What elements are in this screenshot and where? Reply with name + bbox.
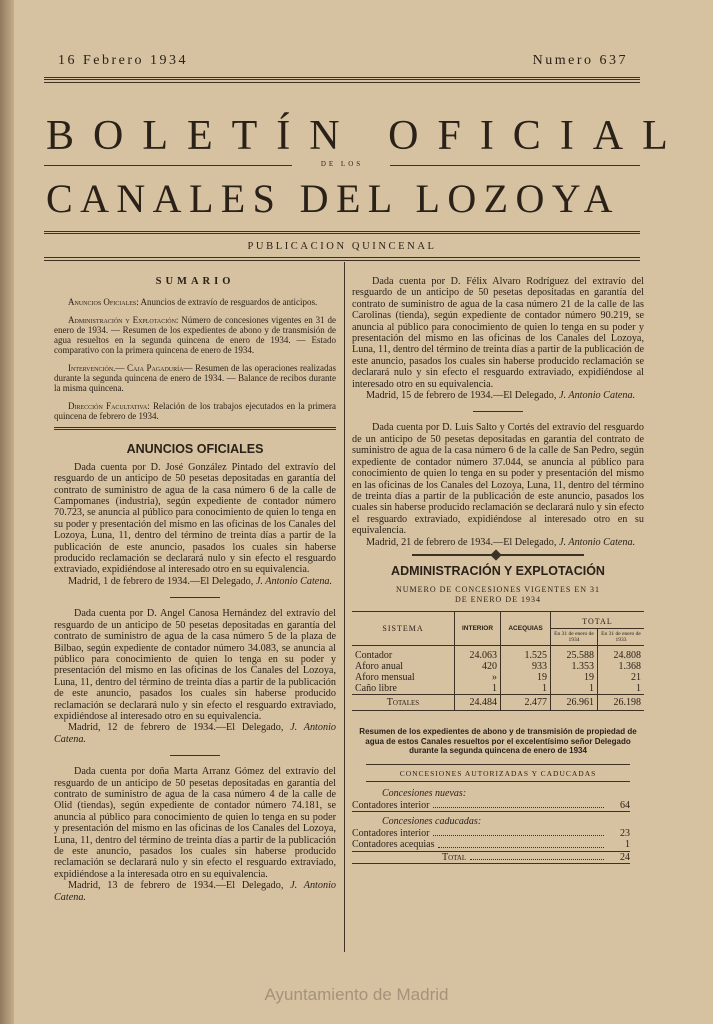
- cell-total-1933: 1.368: [618, 660, 641, 672]
- header-rule: [44, 77, 640, 80]
- notice-entry: [352, 422, 644, 547]
- concesiones-title: CONCESIONES AUTORIZADAS Y CADUCADAS: [366, 764, 630, 782]
- cell-total-1934: 1: [551, 683, 598, 695]
- notice-signature: Madrid, 1 de febrero de 1934.—El Delegado, J. Antonio Catena.: [68, 575, 333, 587]
- cell-interior: 24.063: [455, 645, 501, 661]
- section-rule: [54, 427, 336, 430]
- notice-entry: [54, 608, 336, 745]
- concesiones-list: [352, 788, 630, 864]
- divider: [390, 165, 640, 166]
- cell-total-1934: 25.588: [551, 645, 598, 661]
- masthead-title: BOLETÍN OFICIAL: [46, 113, 687, 159]
- sumario-item: Dirección Facultativa: Relación de los trabajos ejecutados en la primera quincena de febrero de 1934.: [54, 401, 337, 422]
- cell-interior: »: [455, 672, 501, 683]
- cell-total-1934: 19: [551, 672, 598, 683]
- masthead-rule: [44, 257, 640, 258]
- masthead-rule: [44, 231, 640, 234]
- notice-signature: Madrid, 12 de febrero de 1934.—El Delegado, J. Antonio Catena.: [54, 722, 337, 745]
- masthead-de-los: DE LOS: [320, 160, 364, 168]
- cell-interior: 420: [455, 661, 501, 672]
- row-label: Caño libre: [352, 683, 455, 695]
- col-header-acequias: ACEQUIAS: [501, 612, 551, 645]
- cell-total-1933: 24.808: [613, 649, 641, 661]
- masthead-rule: [44, 260, 640, 261]
- anuncios-title: ANUNCIOS OFICIALES: [126, 442, 264, 457]
- notice-signature: Madrid, 15 de febrero de 1934.—El Delegado, J. Antonio Catena.: [366, 390, 636, 402]
- list-item: Contadores interior 64: [352, 799, 630, 811]
- right-column: [352, 276, 644, 864]
- notice-text: Dada cuenta por D. José González Pintado del extravío del resguardo de un anticipo de 50 pesetas depositadas en garantía del contrato de suministro de agua de la casa número 6 de la calle de Campomanes (industria), según expediente de contador número 70.723, se anuncia al público para conocimiento de quien lo tenga en su poder y presentación del mismo en las oficinas de los Canales del Lozoya, Luna, 11, dentro del término de treinta días a partir de la publicación de este anuncio, pasados los cuales sin haberse producido reclamación se declarará nulo y sin efecto el resguardo extraviado, expidiéndose al interesado otro en su equivalencia.: [54, 461, 336, 576]
- col-header-total: TOTAL: [582, 617, 613, 627]
- divider: [170, 755, 220, 756]
- publication-frequency: PUBLICACION QUINCENAL: [247, 241, 437, 252]
- cell-total-1933: 21: [631, 671, 641, 683]
- caducadas-label: Concesiones caducadas:: [382, 816, 482, 828]
- cell-interior: 1: [455, 683, 501, 695]
- cell-total-1934: 1.353: [551, 661, 598, 672]
- watermark: Ayuntamiento de Madrid: [264, 985, 449, 1004]
- col-header-interior: INTERIOR: [455, 612, 501, 645]
- issue-date: 16 Febrero 1934: [58, 53, 189, 68]
- totals-1933: 26.198: [613, 696, 641, 708]
- cell-total-1933: 1: [636, 682, 641, 694]
- notice-entry: [352, 276, 644, 401]
- notice-text: Dada cuenta por D. Angel Canosa Hernández del extravío del resguardo de un anticipo de 50 pesetas depositadas en garantía del contrato de suministro de agua de la casa número 5 de la plaza de Bilbao, según expediente de contador número 34.083, se anuncia al público para conocimiento de quien lo tenga en su poder y presentación del mismo en las oficinas de los Canales del Lozoya, Luna, 11, dentro del término de treinta días a partir de la publicación de este anuncio, pasados los cuales sin haberse producido reclamación se declarará nulo y sin efecto el resguardo extraviado, expidiéndose al interesado otro en su equivalencia.: [54, 608, 336, 722]
- totals-acequias: 2.477: [501, 694, 551, 710]
- notice-entry: [54, 462, 336, 587]
- ornament-rule: [352, 550, 644, 560]
- sumario-item: Anuncios Oficiales: Anuncios de extravío de resguardos de anticipos.: [68, 297, 318, 308]
- row-label: Aforo mensual: [352, 672, 455, 683]
- row-label: Aforo anual: [352, 661, 455, 672]
- header-rule: [44, 82, 640, 83]
- col-header-1934: En 31 de enero de 1934: [551, 628, 598, 645]
- page-binding-edge: [0, 0, 14, 1024]
- list-item: Contadores interior 23: [352, 827, 630, 839]
- left-column: [54, 276, 336, 903]
- notice-entry: [54, 766, 336, 903]
- table-row: [352, 672, 644, 683]
- list-item: Contadores acequias 1: [352, 839, 630, 851]
- table-row: [352, 683, 644, 695]
- concessions-table: [352, 611, 644, 711]
- masthead-subtitle: CANALES DEL LOZOYA: [46, 176, 620, 221]
- notice-text: Dada cuenta por D. Félix Alvaro Rodríguez del extravío del resguardo de un anticipo de 50 pesetas depositadas en garantía del contrato de suministro de agua de la casa número 21 de la calle de las Carolinas (tienda), según expediente de contador número 90.219, se anuncia al público para conocimiento de quien lo tenga en su poder y presentación del mismo en las oficinas de los Canales del Lozoya, Luna, 11, dentro del término de treinta días a partir de la publicación de este anuncio, pasados los cuales sin haberse producido reclamación se declarará nulo y sin efecto el resguardo extraviado, expidiéndose al interesado otro en su equivalencia.: [352, 276, 644, 390]
- col-header-1933: En 31 de enero de 1933: [598, 628, 645, 645]
- sumario-title: SUMARIO: [155, 276, 235, 287]
- notice-signature: Madrid, 21 de febrero de 1934.—El Delegado, J. Antonio Catena.: [366, 536, 636, 548]
- totals-1934: 26.961: [551, 694, 598, 710]
- divider: [473, 411, 523, 412]
- column-divider: [344, 262, 345, 952]
- admin-title: ADMINISTRACIÓN Y EXPLOTACIÓN: [391, 563, 605, 578]
- totals-interior: 24.484: [455, 694, 501, 710]
- cell-acequias: 1.525: [501, 645, 551, 661]
- divider: [170, 597, 220, 598]
- list-total: Total 24: [352, 852, 630, 865]
- issue-number: Numero 637: [532, 53, 628, 68]
- sumario-item: Intervención.— Caja Pagaduría— Resumen de las operaciones realizadas durante la segunda quincena de enero de 1934. — Balance de recibos durante la misma quincena.: [54, 363, 336, 394]
- sumario-item: Administración y Explotación: Número de concesiones vigentes en 31 de enero de 1934. — Resumen de los expedientes de abono y de transmisión de agua resueltos en la segunda quincena de enero de 1934. — Estado comparativo con la primera quincena de enero de 1934.: [54, 315, 337, 356]
- totals-label: Totales: [352, 694, 455, 710]
- cell-acequias: 1: [501, 683, 551, 695]
- cell-acequias: 19: [501, 672, 551, 683]
- table-row: [352, 661, 644, 672]
- notice-signature: Madrid, 13 de febrero de 1934.—El Delegado, J. Antonio Catena.: [54, 880, 337, 903]
- cell-acequias: 933: [501, 661, 551, 672]
- notice-text: Dada cuenta por doña Marta Arranz Gómez del extravío del resguardo de un anticipo de 50 pesetas depositadas en garantía del contrato de suministro de agua de la casa número 4 de la calle de Olid (tiendas), según expediente de contador número 74.181, se anuncia al público para conocimiento de quien lo tenga en su poder y presentación del mismo en las oficinas de los Canales del Lozoya, Luna, 11, dentro del término de treinta días a partir de la publicación de este anuncio, pasados los cuales sin haberse producido reclamación se declarará nulo y sin efecto el resguardo extraviado, expidiéndose a la interesada otro en su equivalencia.: [54, 766, 336, 880]
- row-label: Contador: [352, 645, 455, 661]
- table-caption: NUMERO DE CONCESIONES VIGENTES EN 31 DE ENERO DE 1934: [395, 585, 601, 605]
- notice-text: Dada cuenta por D. Luis Salto y Cortés del extravío del resguardo de un anticipo de 50 pesetas depositadas en garantía del contrato de suministro de agua de la casa número 6 de la calle de San Pedro, según expediente de contador número 37.044, se anuncia al público para conocimiento de quien lo tenga en su poder y presentación del mismo en las oficinas de los Canales del Lozoya, Luna, 11, dentro del término de treinta días a partir de la publicación de este anuncio, pasados los cuales sin haberse producido reclamación se declarará nulo y sin efecto el resguardo extraviado, expidiéndose al interesado otro en su equivalencia.: [352, 422, 644, 537]
- col-header-sistema: SISTEMA: [352, 612, 455, 645]
- table-row: [352, 645, 644, 661]
- nuevas-label: Concesiones nuevas:: [382, 788, 467, 800]
- resumen-title: Resumen de los expedientes de abono y de transmisión de propiedad de agua de estos Canales resueltos por el excelentísimo señor Delegado durante la segunda quincena de enero de 1934: [359, 727, 637, 756]
